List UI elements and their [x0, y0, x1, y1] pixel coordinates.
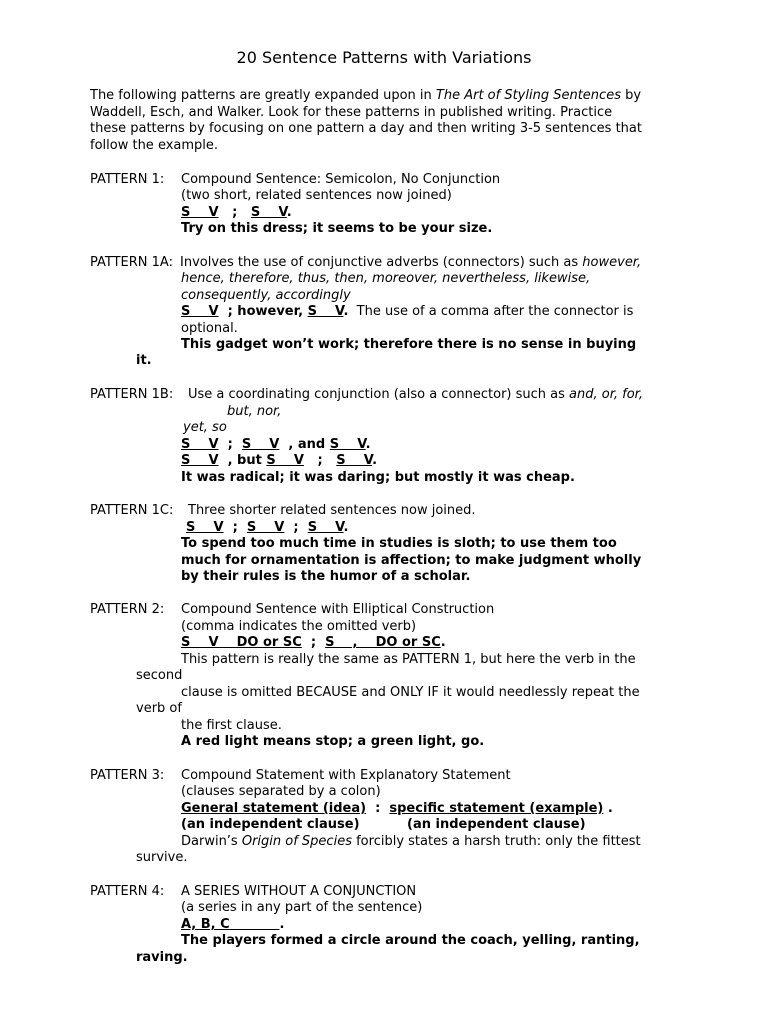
- pattern-text: forcibly states a harsh truth: only the fittest: [351, 834, 641, 849]
- pattern-2-formula: [181, 635, 446, 651]
- formula-connector: ; however,: [218, 304, 308, 319]
- pattern-1b-formula-1: [181, 437, 371, 453]
- pattern-italic: however,: [582, 255, 642, 270]
- pattern-2-note: (comma indicates the omitted verb): [181, 619, 417, 634]
- formula-colon: :: [366, 801, 390, 816]
- formula-clause: S V: [250, 205, 287, 220]
- formula-period: .: [343, 304, 349, 319]
- formula-period: .: [343, 520, 349, 535]
- pattern-1b-line-1: [188, 387, 643, 403]
- book-title: The Art of Styling Sentences: [435, 88, 621, 103]
- formula-specific: specific statement (example): [389, 801, 604, 816]
- book-title: Origin of Species: [241, 834, 352, 849]
- formula-clause: S V: [336, 453, 373, 468]
- intro-text: by: [620, 88, 642, 103]
- pattern-1a-example: This gadget won’t work; therefore there is no sense in buying: [181, 337, 637, 352]
- pattern-1b-line-3: yet, so: [183, 420, 227, 435]
- formula-clause: S V: [181, 304, 219, 319]
- pattern-4-example-2: raving.: [136, 950, 188, 965]
- formula-semicolon: ;: [301, 635, 326, 650]
- pattern-2-title: Compound Sentence with Elliptical Construction: [181, 602, 495, 617]
- pattern-1b-label: PATTERN 1B:: [90, 387, 174, 402]
- pattern-3-example-1: [181, 834, 641, 850]
- formula-period: .: [440, 635, 446, 650]
- pattern-3-independent-2: (an independent clause): [407, 817, 586, 832]
- formula-period: .: [372, 453, 378, 468]
- formula-clause: S , DO or SC: [325, 635, 441, 650]
- pattern-2-desc-3: clause is omitted BECAUSE and ONLY IF it would needlessly repeat the: [181, 685, 640, 700]
- formula-semicolon: ;: [218, 437, 242, 452]
- formula-period: .: [286, 205, 292, 220]
- pattern-1c-example-3: by their rules is the humor of a scholar.: [181, 569, 471, 584]
- pattern-3-note: (clauses separated by a colon): [181, 784, 381, 799]
- pattern-1c-example-2: much for ornamentation is affection; to make judgment wholly: [181, 553, 642, 568]
- pattern-4-note: (a series in any part of the sentence): [181, 900, 423, 915]
- pattern-1-label: PATTERN 1:: [90, 172, 165, 187]
- formula-semicolon: ;: [223, 520, 247, 535]
- pattern-1a-note: optional.: [181, 321, 238, 336]
- pattern-2-desc-2: second: [136, 668, 183, 683]
- pattern-1a-label: PATTERN 1A:: [90, 255, 173, 270]
- pattern-4-example-1: The players formed a circle around the coach, yelling, ranting,: [181, 933, 640, 948]
- pattern-text: Use a coordinating conjunction (also a connector) such as: [188, 387, 570, 402]
- pattern-3-title: Compound Statement with Explanatory Statement: [181, 768, 511, 783]
- formula-connector: , but: [218, 453, 267, 468]
- formula-clause: S V: [307, 304, 344, 319]
- pattern-1-title: Compound Sentence: Semicolon, No Conjunction: [181, 172, 501, 187]
- formula-semicolon: ;: [232, 205, 238, 220]
- pattern-2-example: A red light means stop; a green light, go.: [181, 734, 485, 749]
- formula-period: .: [603, 801, 613, 816]
- intro-line-3: these patterns by focusing on one pattern a day and then writing 3-5 sentences that: [90, 121, 642, 136]
- formula-semicolon: ;: [303, 453, 337, 468]
- pattern-text: Involves the use of conjunctive adverbs (connectors) such as: [180, 255, 583, 270]
- pattern-3-example-2: survive.: [136, 850, 188, 865]
- pattern-1a-line-1: [180, 255, 641, 271]
- pattern-text: Darwin’s: [181, 834, 242, 849]
- formula-clause: S V: [181, 453, 219, 468]
- formula-general: General statement (idea): [181, 801, 367, 816]
- pattern-1a-line-3: consequently, accordingly: [181, 288, 351, 303]
- formula-clause: S V: [329, 437, 366, 452]
- pattern-1b-line-2: but, nor,: [227, 404, 282, 419]
- pattern-4-formula: [181, 917, 284, 933]
- formula-period: .: [365, 437, 371, 452]
- pattern-2-desc-1: This pattern is really the same as PATTERN 1, but here the verb in the: [181, 652, 636, 667]
- pattern-1c-formula: [186, 520, 349, 536]
- formula-clause: S V: [241, 437, 280, 452]
- pattern-1c-example-1: To spend too much time in studies is sloth; to use them too: [181, 536, 617, 551]
- pattern-1a-example-cont: it.: [136, 353, 152, 368]
- pattern-1b-formula-2: [181, 453, 377, 469]
- pattern-3-label: PATTERN 3:: [90, 768, 165, 783]
- formula-clause: S V: [181, 437, 219, 452]
- formula-period: .: [279, 917, 285, 932]
- pattern-4-label: PATTERN 4:: [90, 884, 165, 899]
- pattern-1c-title: Three shorter related sentences now joined.: [188, 503, 476, 518]
- formula-series: A, B, C: [181, 917, 230, 932]
- pattern-2-desc-5: the first clause.: [181, 718, 282, 733]
- formula-note: The use of a comma after the connector is: [348, 304, 634, 319]
- formula-semicolon: ;: [284, 520, 308, 535]
- formula-clause: S V: [246, 520, 285, 535]
- pattern-3-independent-1: (an independent clause): [181, 817, 360, 832]
- formula-clause: S V: [266, 453, 304, 468]
- intro-line-2: Waddell, Esch, and Walker. Look for these patterns in published writing. Practice: [90, 105, 613, 120]
- pattern-1a-line-2: hence, therefore, thus, then, moreover, nevertheless, likewise,: [181, 271, 591, 286]
- pattern-1-example: Try on this dress; it seems to be your size.: [181, 221, 493, 236]
- pattern-1c-label: PATTERN 1C:: [90, 503, 174, 518]
- pattern-1-formula: [181, 205, 292, 221]
- pattern-1a-formula: [181, 304, 633, 320]
- formula-clause: S V: [186, 520, 224, 535]
- pattern-italic: and, or, for,: [569, 387, 643, 402]
- pattern-2-desc-4: verb of: [136, 701, 182, 716]
- pattern-3-formula: [181, 801, 613, 817]
- pattern-1b-example: It was radical; it was daring; but mostly it was cheap.: [181, 470, 575, 485]
- intro-line-1: [90, 88, 641, 104]
- pattern-2-label: PATTERN 2:: [90, 602, 165, 617]
- pattern-4-title: A SERIES WITHOUT A CONJUNCTION: [181, 884, 417, 899]
- formula-connector: , and: [279, 437, 330, 452]
- pattern-1-note: (two short, related sentences now joined): [181, 188, 452, 203]
- intro-line-4: follow the example.: [90, 138, 219, 153]
- formula-clause: S V: [307, 520, 344, 535]
- page-title: 20 Sentence Patterns with Variations: [236, 48, 532, 67]
- intro-text: The following patterns are greatly expanded upon in: [90, 88, 436, 103]
- formula-clause: S V DO or SC: [181, 635, 302, 650]
- formula-blank: [230, 917, 280, 932]
- formula-clause: S V: [181, 205, 219, 220]
